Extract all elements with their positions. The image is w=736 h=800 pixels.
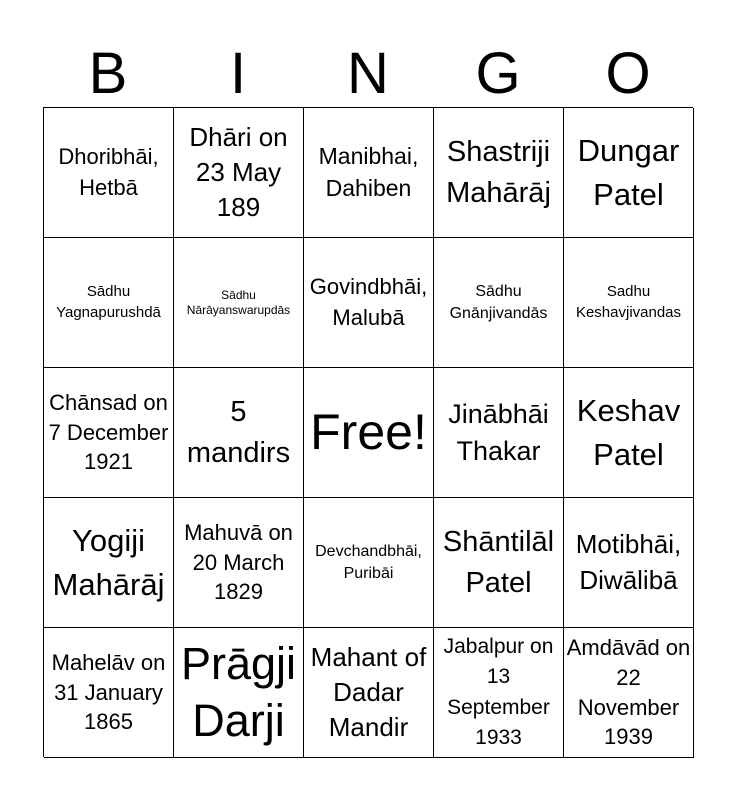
cell-text: Prāgji Darji <box>180 638 297 746</box>
header-letter-i: I <box>229 41 247 106</box>
cell-text: Dungar Patel <box>577 133 680 212</box>
bingo-cell[interactable] <box>174 238 304 368</box>
bingo-cell[interactable] <box>304 628 434 758</box>
bingo-cell[interactable] <box>434 108 564 238</box>
header-letter-n: N <box>347 41 389 106</box>
bingo-cell[interactable] <box>304 108 434 238</box>
cell-text: Dhāri on 23 May 189 <box>189 121 288 223</box>
bingo-cell[interactable] <box>304 498 434 628</box>
bingo-cell[interactable] <box>434 368 564 498</box>
free-space-text: Free! <box>310 404 427 460</box>
bingo-header <box>43 40 693 108</box>
cell-text: Manibhai, Dahiben <box>318 143 419 201</box>
cell-text: Yogiji Mahārāj <box>52 523 165 602</box>
bingo-cell[interactable] <box>44 368 174 498</box>
cell-text: Govindbhāi, Malubā <box>309 273 428 330</box>
cell-text: Devchandbhāi, Puribāi <box>315 542 422 582</box>
cell-text: Chānsad on 7 December 1921 <box>48 389 169 475</box>
bingo-cell[interactable] <box>564 108 694 238</box>
cell-text: Sadhu Keshavjivandas <box>575 283 682 321</box>
header-letter-b: B <box>88 41 128 106</box>
bingo-cell[interactable] <box>44 628 174 758</box>
bingo-cell[interactable] <box>174 368 304 498</box>
bingo-cell[interactable] <box>44 498 174 628</box>
cell-text: Sādhu Yagnapurushdā <box>56 283 161 321</box>
bingo-cell[interactable] <box>434 628 564 758</box>
bingo-board <box>43 107 693 757</box>
bingo-cell[interactable] <box>174 628 304 758</box>
cell-text: Keshav Patel <box>576 393 681 472</box>
header-letter-g: G <box>475 41 521 106</box>
cell-text: Sādhu Gnānjivandās <box>449 282 548 322</box>
bingo-cell[interactable] <box>434 498 564 628</box>
cell-text: Dhoribhāi, Hetbā <box>58 143 159 200</box>
bingo-cell[interactable] <box>434 238 564 368</box>
bingo-cell[interactable] <box>564 238 694 368</box>
bingo-cell[interactable] <box>564 368 694 498</box>
cell-text: Mahuvā on 20 March 1829 <box>184 519 293 605</box>
cell-text: Mahant of Dadar Mandir <box>310 641 427 743</box>
cell-text: Amdāvād on 22 November 1939 <box>566 634 691 750</box>
cell-text: Motibhāi, Diwālibā <box>575 529 682 595</box>
bingo-cell[interactable] <box>564 628 694 758</box>
bingo-cell[interactable] <box>44 238 174 368</box>
bingo-cell[interactable] <box>304 238 434 368</box>
bingo-cell[interactable] <box>44 108 174 238</box>
cell-text: Sādhu Nārāyanswarupdās <box>186 287 291 317</box>
free-space-cell[interactable] <box>304 368 434 498</box>
header-letter-o: O <box>605 41 651 106</box>
cell-text: Shāntilāl Patel <box>442 525 555 599</box>
cell-text: Mahelāv on 31 January 1865 <box>51 649 166 735</box>
cell-text: Jinābhāi Thakar <box>448 399 549 466</box>
bingo-cell[interactable] <box>564 498 694 628</box>
bingo-cell[interactable] <box>174 108 304 238</box>
cell-text: 5 mandirs <box>186 395 291 469</box>
cell-text: Jabalpur on 13 September 1933 <box>443 634 554 749</box>
cell-text: Shastriji Mahārāj <box>446 135 551 209</box>
bingo-cell[interactable] <box>174 498 304 628</box>
